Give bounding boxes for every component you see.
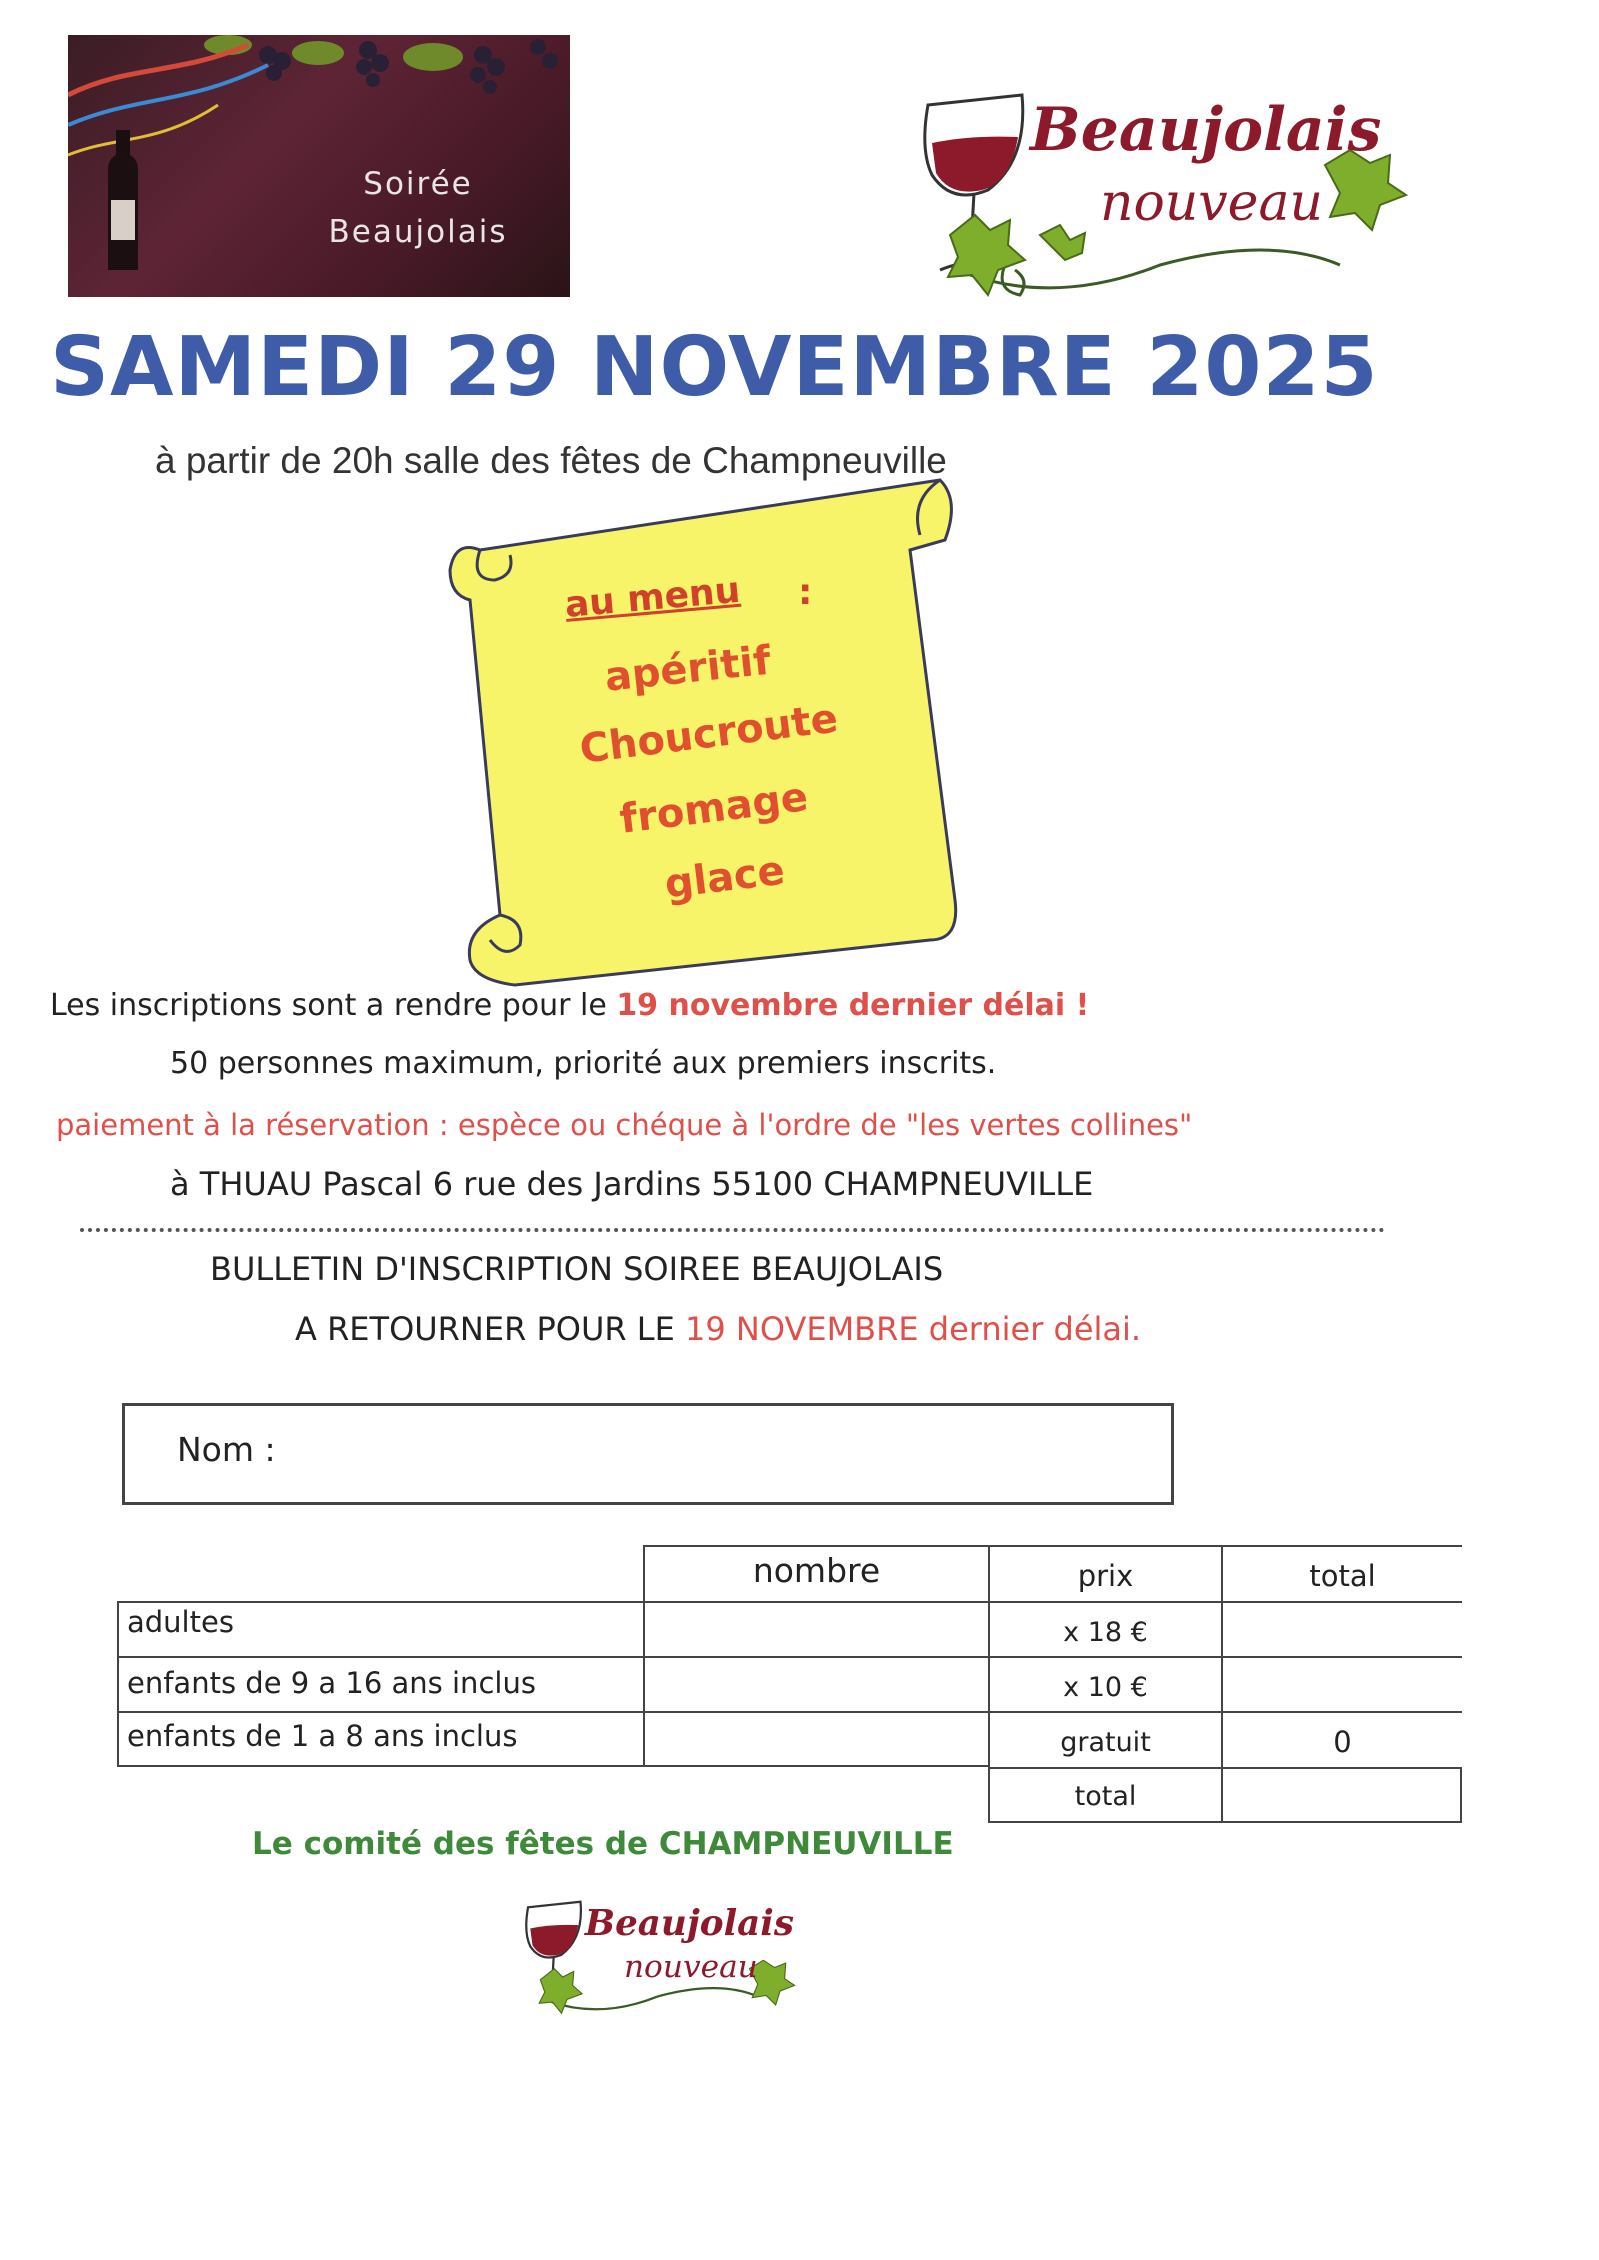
beaujolais-nouveau-logo-small: [518, 1885, 808, 2030]
logo-word-nouveau: nouveau: [1100, 173, 1323, 233]
table-row-label: enfants de 9 a 16 ans inclus: [117, 1656, 643, 1711]
payment-line: paiement à la réservation : espèce ou chéque à l'ordre de "les vertes collines": [56, 1108, 1193, 1142]
committee-signature: Le comité des fêtes de CHAMPNEUVILLE: [252, 1826, 954, 1862]
table-header-total: total: [1221, 1545, 1462, 1601]
logo-word-beaujolais: Beaujolais: [584, 1902, 794, 1945]
table-cell-prix: gratuit: [988, 1711, 1221, 1767]
logo-word-nouveau: nouveau: [623, 1949, 758, 1986]
table-cell-nombre-enfants-1-8[interactable]: [643, 1711, 988, 1767]
menu-item: fromage: [617, 774, 811, 843]
capacity-line: 50 personnes maximum, priorité aux premiers inscrits.: [170, 1046, 997, 1081]
registration-deadline: 19 novembre dernier délai !: [616, 988, 1090, 1023]
registration-text: Les inscriptions sont a rendre pour le: [50, 988, 617, 1023]
table-header-nombre: nombre: [643, 1545, 988, 1601]
table-cell-prix: x 10 €: [988, 1656, 1221, 1711]
table-footer-label: total: [988, 1767, 1221, 1823]
table-footer-total[interactable]: [1221, 1767, 1462, 1823]
menu-item: glace: [662, 847, 788, 908]
banner-line-2: Beaujolais: [328, 214, 508, 250]
table-cell-total[interactable]: [1221, 1601, 1462, 1656]
table-header-prix: prix: [988, 1545, 1221, 1601]
menu-heading-colon: :: [798, 572, 813, 613]
table-cell-total[interactable]: [1221, 1656, 1462, 1711]
form-return-text: A RETOURNER POUR LE: [295, 1310, 685, 1348]
beaujolais-nouveau-logo: [910, 65, 1430, 325]
name-label: Nom :: [177, 1430, 276, 1469]
logo-word-beaujolais: Beaujolais: [1030, 95, 1382, 165]
registration-line: [50, 988, 1089, 1023]
table-cell-prix: x 18 €: [988, 1601, 1221, 1656]
form-heading: BULLETIN D'INSCRIPTION SOIREE BEAUJOLAIS: [210, 1250, 944, 1288]
table-cell-nombre-adultes[interactable]: [643, 1601, 988, 1656]
menu-item: apéritif: [602, 637, 773, 701]
name-field[interactable]: [122, 1403, 1174, 1505]
form-return-line: [295, 1310, 1141, 1348]
form-return-date: 19 NOVEMBRE: [685, 1310, 919, 1348]
table-row-label: enfants de 1 a 8 ans inclus: [117, 1711, 643, 1767]
event-location-subtitle: à partir de 20h salle des fêtes de Champneuville: [155, 440, 947, 481]
menu-heading: au menu: [563, 569, 742, 626]
table-row-label: adultes: [117, 1601, 643, 1656]
event-date-title: SAMEDI 29 NOVEMBRE 2025: [50, 320, 1379, 415]
form-return-deadline: dernier délai.: [918, 1310, 1142, 1348]
table-cell-nombre-enfants-9-16[interactable]: [643, 1656, 988, 1711]
table-cell-total: 0: [1221, 1711, 1462, 1767]
menu-item: Choucroute: [577, 695, 841, 773]
registration-table: [117, 1545, 1462, 1812]
banner-line-1: Soirée: [363, 166, 473, 202]
banner-title: [288, 160, 548, 256]
cut-line-divider: [80, 1228, 1385, 1232]
soiree-beaujolais-banner: [68, 35, 570, 297]
address-line: à THUAU Pascal 6 rue des Jardins 55100 CHAMPNEUVILLE: [170, 1165, 1094, 1203]
